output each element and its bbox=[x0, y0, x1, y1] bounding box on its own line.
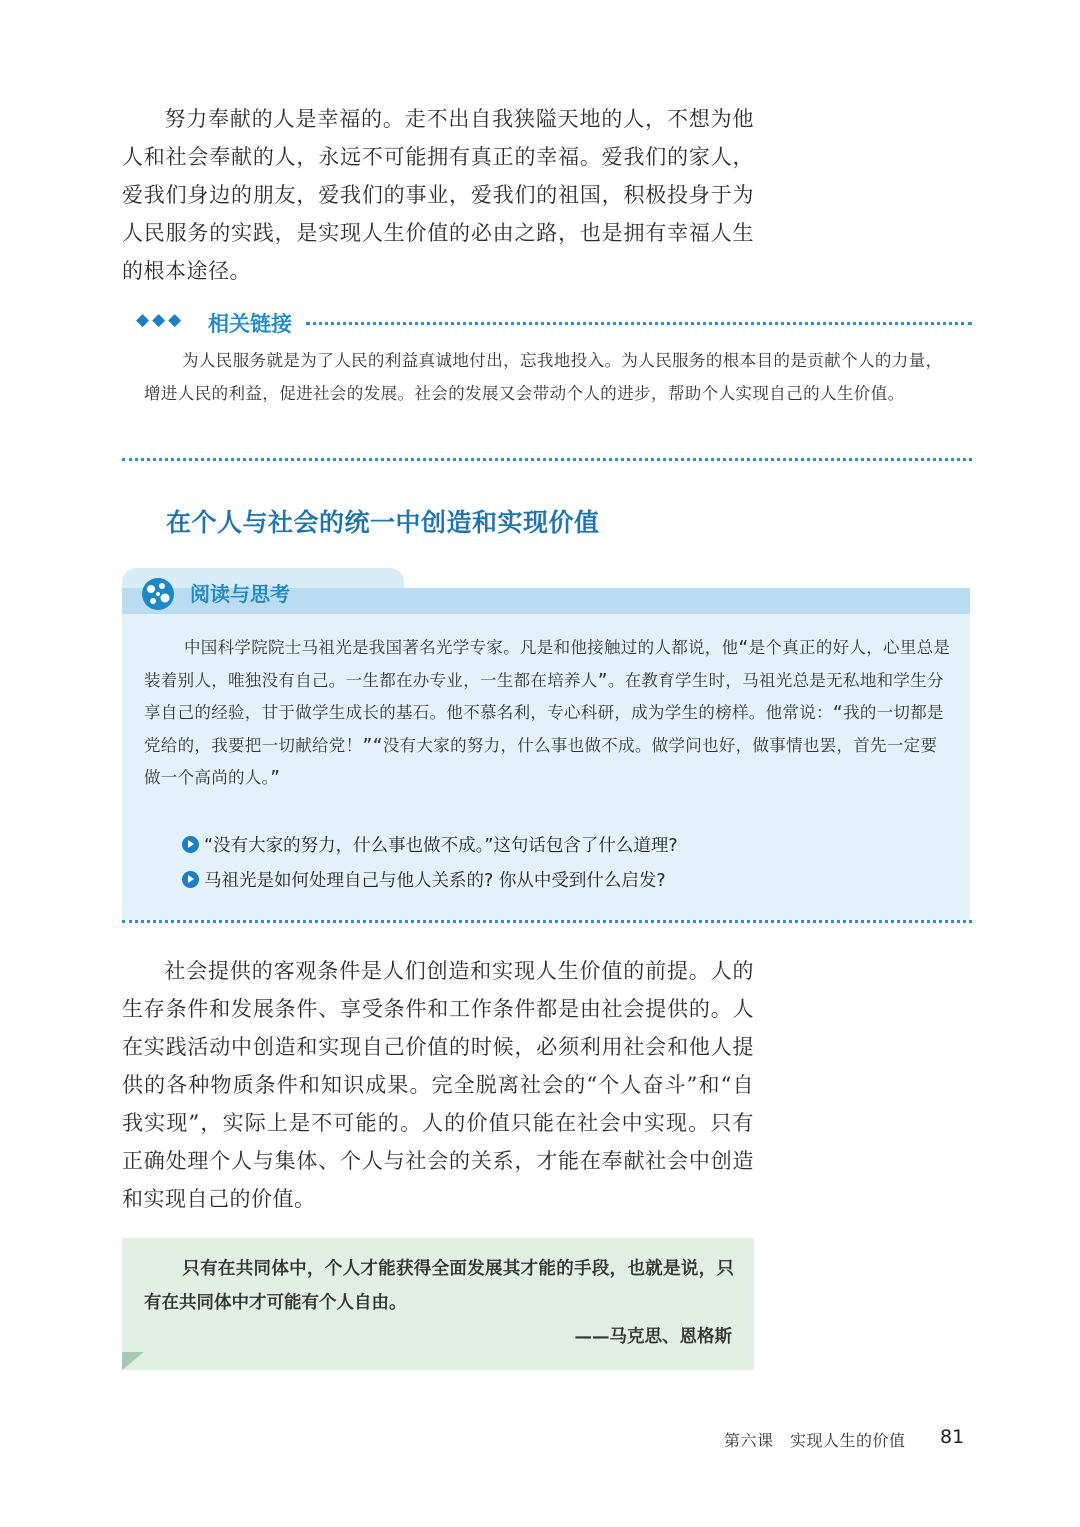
intro-paragraph: 努力奉献的人是幸福的。走不出自我狭隘天地的人，不想为他人和社会奉献的人，永远不可能拥有真正的幸福。爱我们的家人，爱我们身边的朋友，爱我们的事业，爱我们的祖国，积极投身于为人民服务的实践，是实现人生价值的必由之路，也是拥有幸福人生的根本途径。 bbox=[122, 107, 754, 283]
quote-author: ——马克思、恩格斯 bbox=[574, 1327, 732, 1347]
quote-corner-decoration bbox=[122, 1352, 144, 1370]
quote-text: 只有在共同体中，个人才能获得全面发展其才能的手段，也就是说，只有在共同体中才可能有个人自由。 bbox=[144, 1259, 734, 1313]
dotted-divider bbox=[306, 322, 972, 325]
related-link-header bbox=[136, 308, 972, 340]
reading-title: 阅读与思考 bbox=[190, 582, 290, 606]
play-bullet-icon bbox=[182, 836, 199, 853]
page-number: 81 bbox=[940, 1426, 965, 1448]
reading-icon bbox=[138, 574, 178, 614]
play-bullet-icon bbox=[182, 871, 199, 888]
dotted-divider bbox=[122, 920, 972, 923]
footer-lesson-title: 第六课 实现人生的价值 bbox=[724, 1431, 906, 1450]
related-link-body: 为人民服务就是为了人民的利益真诚地付出，忘我地投入。为人民服务的根本目的是贡献个人的力量，增进人民的利益，促进社会的发展。社会的发展又会带动个人的进步，帮助个人实现自己的人生价值。 bbox=[144, 351, 943, 403]
section-title: 在个人与社会的统一中创造和实现价值 bbox=[166, 508, 600, 537]
main-paragraph: 社会提供的客观条件是人们创造和实现人生价值的前提。人的生存条件和发展条件、享受条件和工作条件都是由社会提供的。人在实践活动中创造和实现自己价值的时候，必须利用社会和他人提供的各种物质条件和知识成果。完全脱离社会的“个人奋斗”和“自我实现”，实际上是不可能的。人的价值只能在社会中实现。只有正确处理个人与集体、个人与社会的关系，才能在奉献社会中创造和实现自己的价值。 bbox=[122, 959, 754, 1211]
question-item: 马祖光是如何处理自己与他人关系的? 你从中受到什么启发? bbox=[182, 867, 666, 892]
reading-body: 中国科学院院士马祖光是我国著名光学专家。凡是和他接触过的人都说，他“是个真正的好人，心里总是装着别人，唯独没有自己。一生都在办专业，一生都在培养人”。在教育学生时，马祖光总是无私地和学生分享自己的经验，甘于做学生成长的基石。他不慕名利，专心科研，成为学生的榜样。他常说：“我的一切都是党给的，我要把一切献给党！”“没有大家的努力，什么事也做不成。做学问也好，做事情也罢，首先一定要做一个高尚的人。” bbox=[144, 638, 951, 787]
question-item: “没有大家的努力，什么事也做不成。”这句话包含了什么道理? bbox=[182, 832, 678, 857]
dotted-divider bbox=[122, 458, 972, 461]
diamond-icon: ◆◆◆ bbox=[136, 310, 185, 330]
related-link-title: 相关链接 bbox=[208, 312, 292, 336]
